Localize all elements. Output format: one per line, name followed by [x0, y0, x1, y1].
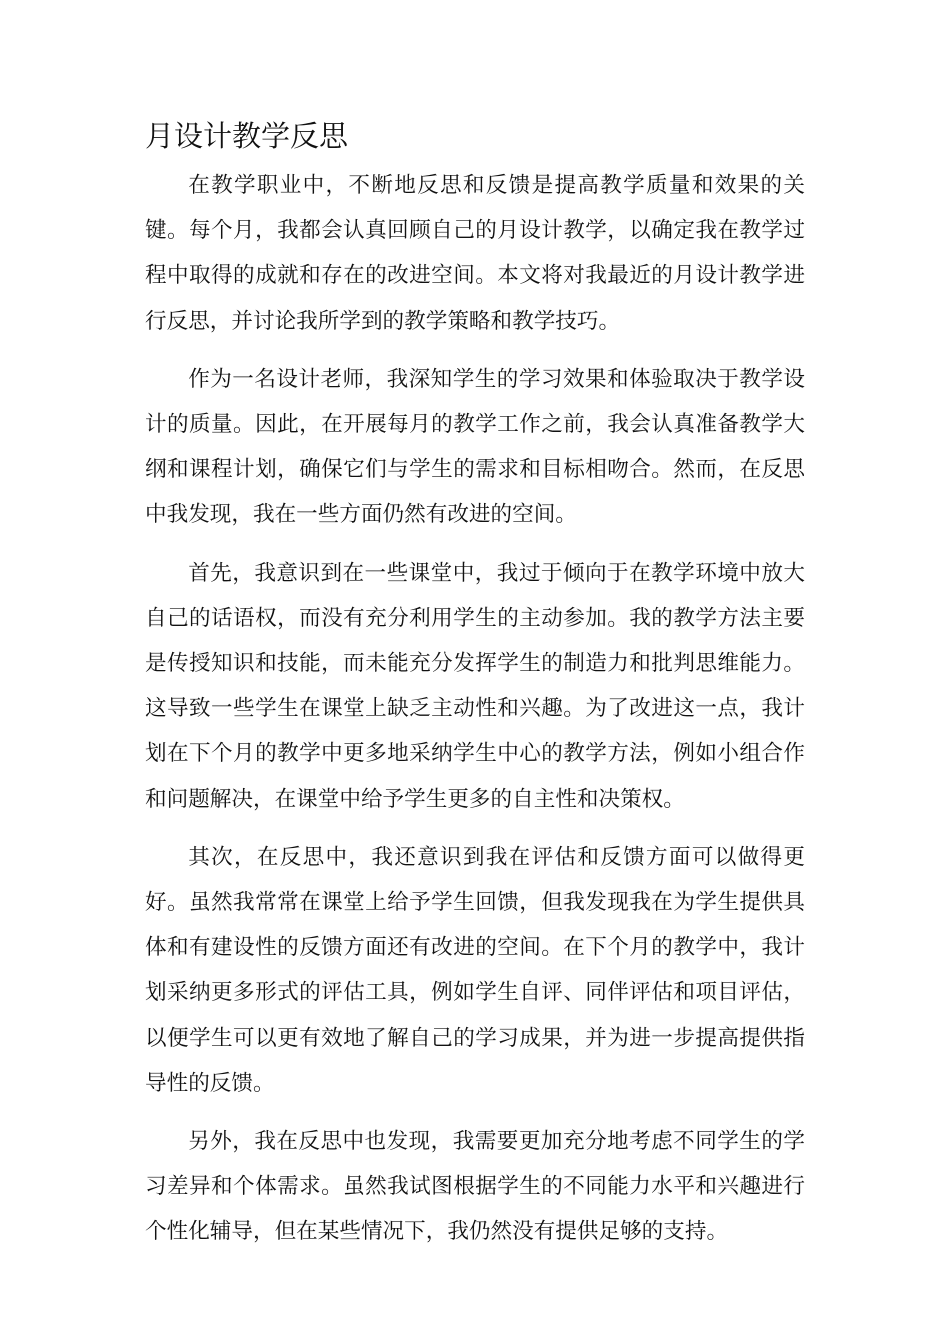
document-title: 月设计教学反思	[145, 119, 349, 153]
paragraph-5: 另外，我在反思中也发现，我需要更加充分地考虑不同学生的学习差异和个体需求。虽然我试图根据学生的不同能力水平和兴趣进行个性化辅导，但在某些情况下，我仍然没有提供足够的支持。	[145, 1129, 805, 1245]
paragraph-4: 其次，在反思中，我还意识到我在评估和反馈方面可以做得更好。虽然我常常在课堂上给予学生回馈，但我发现我在为学生提供具体和有建设性的反馈方面还有改进的空间。在下个月的教学中，我计划采纳更多形式的评估工具，例如学生自评、同伴评估和项目评估，以便学生可以更有效地了解自己的学习成果，并为进一步提高提供指导性的反馈。	[145, 844, 805, 1096]
paragraph-1: 在教学职业中，不断地反思和反馈是提高教学质量和效果的关键。每个月，我都会认真回顾自己的月设计教学，以确定我在教学过程中取得的成就和存在的改进空间。本文将对我最近的月设计教学进行反思，并讨论我所学到的教学策略和教学技巧。	[145, 173, 805, 334]
paragraph-2: 作为一名设计老师，我深知学生的学习效果和体验取决于教学设计的质量。因此，在开展每月的教学工作之前，我会认真准备教学大纲和课程计划，确保它们与学生的需求和目标相吻合。然而，在反思中我发现，我在一些方面仍然有改进的空间。	[145, 366, 805, 528]
document-body	[145, 163, 805, 1268]
paragraph-3: 首先，我意识到在一些课堂中，我过于倾向于在教学环境中放大自己的话语权，而没有充分利用学生的主动参加。我的教学方法主要是传授知识和技能，而未能充分发挥学生的制造力和批判思维能力。这导致一些学生在课堂上缺乏主动性和兴趣。为了改进这一点，我计划在下个月的教学中更多地采纳学生中心的教学方法，例如小组合作和问题解决，在课堂中给予学生更多的自主性和决策权。	[145, 560, 805, 812]
